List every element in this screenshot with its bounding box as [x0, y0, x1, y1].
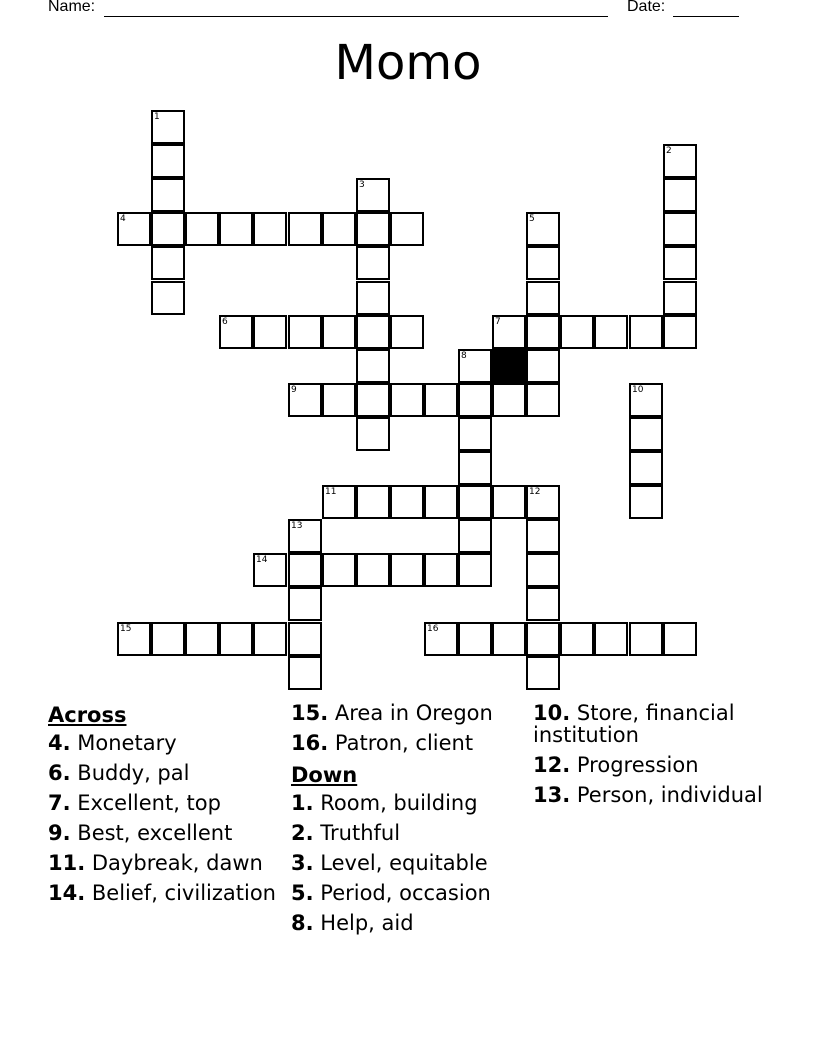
grid-cell[interactable] — [322, 553, 356, 587]
clue-across-9: 9. Best, excellent — [48, 821, 233, 845]
grid-cell[interactable] — [492, 383, 526, 417]
clue-across-6: 6. Buddy, pal — [48, 761, 190, 785]
grid-cell[interactable] — [424, 622, 458, 656]
grid-cell[interactable] — [288, 383, 322, 417]
black-square — [492, 349, 526, 383]
grid-cell[interactable] — [560, 315, 594, 349]
grid-cell[interactable] — [663, 622, 697, 656]
clue-down-10: 10. Store, financial institution — [533, 701, 735, 747]
clue-across-16: 16. Patron, client — [291, 731, 474, 755]
clue-number: 14 — [256, 555, 268, 565]
grid-cell[interactable] — [322, 212, 356, 246]
grid-cell[interactable] — [253, 622, 287, 656]
grid-cell[interactable] — [185, 622, 219, 656]
grid-cell[interactable] — [151, 144, 185, 178]
grid-cell[interactable] — [663, 315, 697, 349]
date-label: Date: — [627, 0, 666, 15]
grid-cell[interactable] — [356, 281, 390, 315]
grid-cell[interactable] — [288, 587, 322, 621]
grid-cell[interactable] — [288, 622, 322, 656]
clue-number: 9 — [291, 385, 297, 395]
grid-cell[interactable] — [526, 281, 560, 315]
clue-number: 13 — [291, 521, 303, 531]
clue-number: 1 — [154, 112, 160, 122]
grid-cell[interactable] — [526, 349, 560, 383]
grid-cell[interactable] — [288, 212, 322, 246]
grid-cell[interactable] — [526, 519, 560, 553]
grid-cell[interactable] — [458, 417, 492, 451]
grid-cell[interactable] — [629, 315, 663, 349]
grid-cell[interactable] — [151, 622, 185, 656]
grid-cell[interactable] — [390, 485, 424, 519]
grid-cell[interactable] — [151, 246, 185, 280]
grid-cell[interactable] — [663, 212, 697, 246]
grid-cell[interactable] — [356, 383, 390, 417]
puzzle-title: Momo — [334, 35, 482, 91]
grid-cell[interactable] — [594, 315, 628, 349]
grid-cell[interactable] — [458, 451, 492, 485]
clue-down-2: 2. Truthful — [291, 821, 401, 845]
grid-cell[interactable] — [526, 553, 560, 587]
grid-cell[interactable] — [151, 281, 185, 315]
clue-down-3: 3. Level, equitable — [291, 851, 488, 875]
clue-down-8: 8. Help, aid — [291, 911, 414, 935]
grid-cell[interactable] — [629, 383, 663, 417]
clue-column-1 — [48, 702, 288, 912]
clue-number: 12 — [529, 487, 541, 497]
grid-cell[interactable] — [526, 212, 560, 246]
grid-cell[interactable] — [288, 553, 322, 587]
grid-cell[interactable] — [253, 553, 287, 587]
grid-cell[interactable] — [356, 553, 390, 587]
grid-cell[interactable] — [117, 212, 151, 246]
clue-number: 10 — [632, 385, 644, 395]
clue-number: 2 — [666, 146, 672, 156]
grid-cell[interactable] — [219, 212, 253, 246]
grid-cell[interactable] — [629, 417, 663, 451]
grid-cell[interactable] — [424, 383, 458, 417]
clue-number: 5 — [529, 214, 535, 224]
grid-cell[interactable] — [253, 212, 287, 246]
clue-number: 16 — [427, 624, 439, 634]
clue-number: 8 — [461, 351, 467, 361]
clue-across-7: 7. Excellent, top — [48, 791, 221, 815]
grid-cell[interactable] — [526, 246, 560, 280]
grid-cell[interactable] — [424, 553, 458, 587]
grid-cell[interactable] — [629, 485, 663, 519]
grid-cell[interactable] — [663, 144, 697, 178]
grid-cell[interactable] — [253, 315, 287, 349]
grid-cell[interactable] — [458, 485, 492, 519]
grid-cell[interactable] — [663, 246, 697, 280]
clue-column-3 — [533, 702, 773, 814]
clue-down-5: 5. Period, occasion — [291, 881, 491, 905]
grid-cell[interactable] — [526, 383, 560, 417]
grid-cell[interactable] — [526, 656, 560, 690]
grid-cell[interactable] — [594, 622, 628, 656]
grid-cell[interactable] — [458, 349, 492, 383]
grid-cell[interactable] — [492, 315, 526, 349]
clue-across-14: 14. Belief, civilization — [48, 881, 276, 905]
grid-cell[interactable] — [663, 178, 697, 212]
grid-cell[interactable] — [629, 622, 663, 656]
grid-cell[interactable] — [322, 485, 356, 519]
grid-cell[interactable] — [356, 315, 390, 349]
grid-cell[interactable] — [322, 383, 356, 417]
grid-cell[interactable] — [356, 178, 390, 212]
grid-cell[interactable] — [288, 656, 322, 690]
grid-cell[interactable] — [492, 622, 526, 656]
grid-cell[interactable] — [458, 622, 492, 656]
grid-cell[interactable] — [356, 349, 390, 383]
clue-column-2 — [291, 702, 531, 942]
grid-cell[interactable] — [288, 315, 322, 349]
grid-cell[interactable] — [526, 622, 560, 656]
grid-cell[interactable] — [458, 519, 492, 553]
clue-across-4: 4. Monetary — [48, 731, 177, 755]
grid-cell[interactable] — [458, 553, 492, 587]
grid-cell[interactable] — [526, 587, 560, 621]
grid-cell[interactable] — [151, 110, 185, 144]
grid-cell[interactable] — [560, 622, 594, 656]
grid-cell[interactable] — [390, 383, 424, 417]
grid-cell[interactable] — [151, 212, 185, 246]
clue-number: 3 — [359, 180, 365, 190]
grid-cell[interactable] — [288, 519, 322, 553]
clue-down-1: 1. Room, building — [291, 791, 478, 815]
clue-down-12: 12. Progression — [533, 753, 699, 777]
grid-cell[interactable] — [526, 485, 560, 519]
down-heading: Down — [291, 763, 358, 787]
grid-cell[interactable] — [356, 417, 390, 451]
grid-cell[interactable] — [390, 212, 424, 246]
grid-cell[interactable] — [424, 485, 458, 519]
across-heading: Across — [48, 703, 127, 727]
grid-cell[interactable] — [390, 553, 424, 587]
grid-cell[interactable] — [526, 315, 560, 349]
name-label: Name: — [48, 0, 96, 15]
clue-number: 4 — [120, 214, 126, 224]
grid-cell[interactable] — [322, 315, 356, 349]
grid-cell[interactable] — [219, 315, 253, 349]
grid-cell[interactable] — [356, 485, 390, 519]
grid-cell[interactable] — [390, 315, 424, 349]
grid-cell[interactable] — [629, 451, 663, 485]
grid-cell[interactable] — [663, 281, 697, 315]
clue-across-15: 15. Area in Oregon — [291, 701, 493, 725]
clue-number: 7 — [495, 317, 501, 327]
grid-cell[interactable] — [219, 622, 253, 656]
grid-cell[interactable] — [458, 383, 492, 417]
grid-cell[interactable] — [492, 485, 526, 519]
grid-cell[interactable] — [356, 246, 390, 280]
clue-number: 15 — [120, 624, 132, 634]
clue-across-11: 11. Daybreak, dawn — [48, 851, 263, 875]
grid-cell[interactable] — [151, 178, 185, 212]
grid-cell[interactable] — [117, 622, 151, 656]
clue-number: 11 — [325, 487, 337, 497]
grid-cell[interactable] — [356, 212, 390, 246]
clue-number: 6 — [222, 317, 228, 327]
clue-down-13: 13. Person, individual — [533, 783, 763, 807]
grid-cell[interactable] — [185, 212, 219, 246]
